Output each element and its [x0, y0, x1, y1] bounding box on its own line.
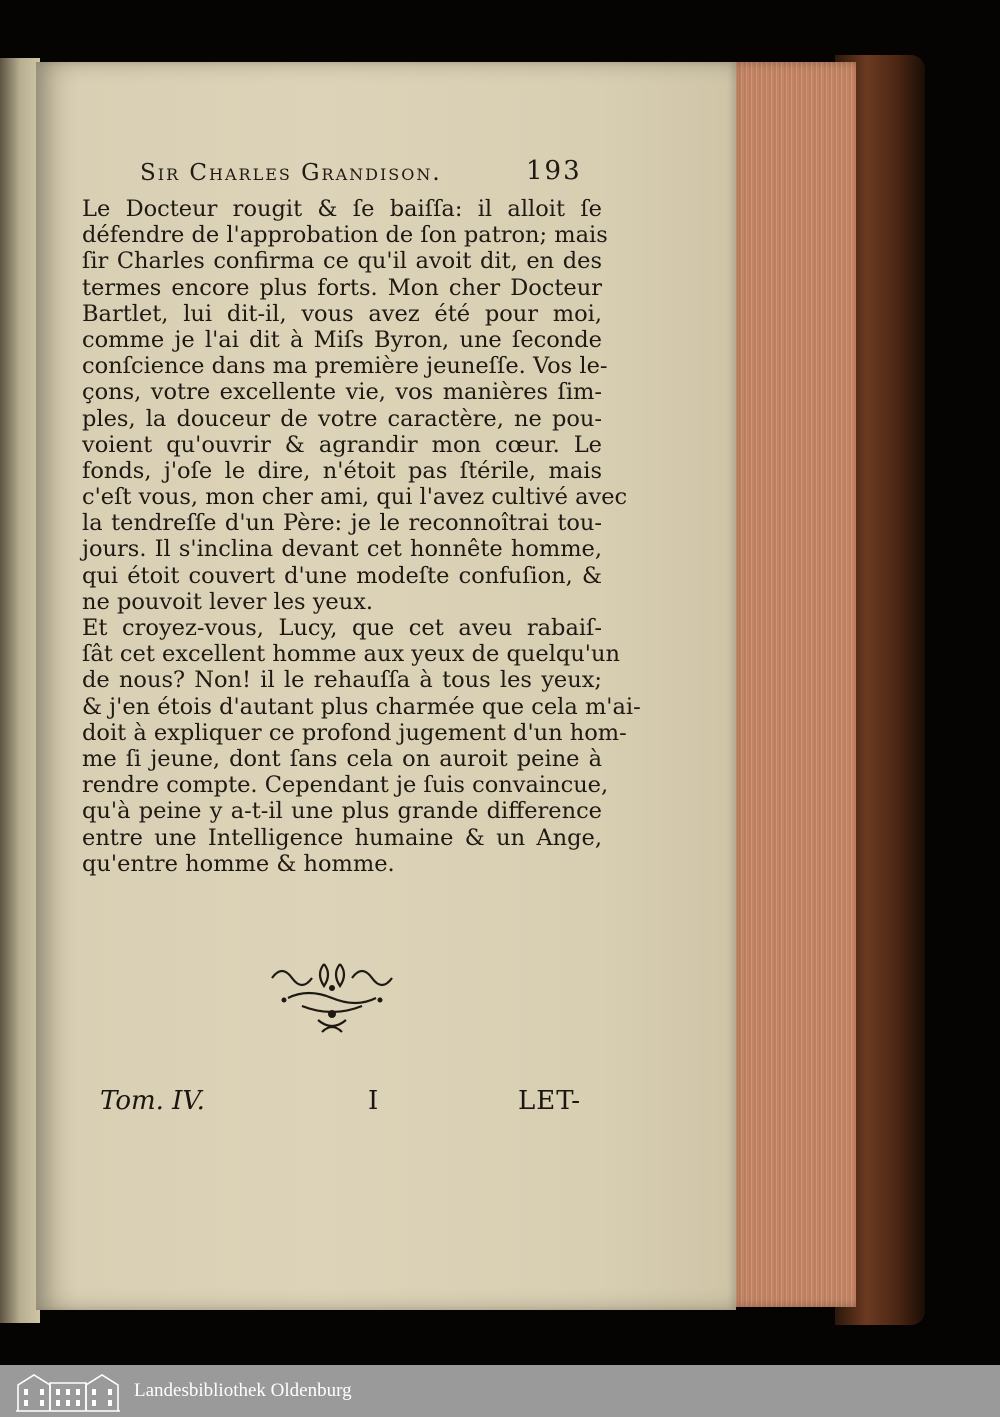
text-line: Le Docteur rougit & ſe baiſſa: il alloit ſe [82, 196, 602, 222]
text-line: doit à expliquer ce profond jugement d'un hom- [82, 719, 627, 746]
text-line: termes encore plus forts. Mon cher Docteur [82, 274, 602, 301]
text-line: de nous? Non! il le rehauſſa à tous les yeux; [82, 667, 602, 694]
text-line: ſât cet excellent homme aux yeux de quelqu'un [82, 641, 620, 668]
text-line: qui étoit couvert d'une modeſte confuſion, & [82, 562, 602, 589]
text-line: Et croyez-vous, Lucy, que cet aveu rabaiſ- [82, 615, 602, 641]
text-line: la tendreſſe d'un Père: je le reconnoîtrai tou- [82, 510, 602, 537]
text-line: Bartlet, lui dit-il, vous avez été pour moi, [82, 300, 602, 327]
text-line: rendre compte. Cependant je ſuis convaincue, [82, 772, 609, 799]
page-number: 193 [526, 156, 582, 186]
text-line: ne pouvoit lever les yeux. [82, 588, 374, 615]
library-banner [0, 1365, 1000, 1417]
text-line: entre une Intelligence humaine & un Ange, [82, 824, 602, 851]
signature: Tom. IV. [100, 1086, 205, 1116]
text-line: ples, la douceur de votre caractère, ne pou- [82, 405, 602, 432]
page-edges [728, 62, 856, 1307]
library-building-icon [14, 1369, 122, 1413]
text-line: qu'entre homme & homme. [82, 850, 395, 877]
text-line: comme je l'ai dit à Miſs Byron, une ſeconde [82, 326, 602, 353]
printer-ornament [262, 958, 402, 1040]
text-line: conſcience dans ma première jeuneſſe. Vos le- [82, 353, 608, 380]
signature-mark: I [368, 1086, 379, 1116]
library-name: Landesbibliothek Oldenburg [134, 1380, 352, 1401]
text-line: çons, votre excellente vie, vos manières ſim- [82, 379, 602, 406]
running-title: Sir Charles Grandison. [140, 160, 442, 186]
page-footer [100, 1086, 590, 1126]
text-line: voient qu'ouvrir & agrandir mon cœur. Le [82, 431, 602, 458]
body-text [82, 196, 641, 877]
text-line: défendre de l'approbation de ſon patron; mais [82, 222, 608, 249]
text-line: me ſi jeune, dont ſans cela on auroit peine à [82, 745, 602, 772]
text-line: fonds, j'oſe le dire, n'étoit pas ſtérile, mais [82, 457, 602, 484]
catchword: LET- [518, 1086, 582, 1116]
text-line: ſir Charles confirma ce qu'il avoit dit, en des [82, 248, 602, 275]
text-line: & j'en étois d'autant plus charmée que cela m'ai- [82, 693, 641, 720]
left-page-edge [0, 58, 40, 1323]
text-line: jours. Il s'inclina devant cet honnête homme, [82, 536, 602, 563]
text-line: qu'à peine y a-t-il une plus grande difference [82, 798, 602, 825]
running-head [104, 150, 604, 190]
text-line: c'eſt vous, mon cher ami, qui l'avez cultivé avec [82, 484, 628, 511]
